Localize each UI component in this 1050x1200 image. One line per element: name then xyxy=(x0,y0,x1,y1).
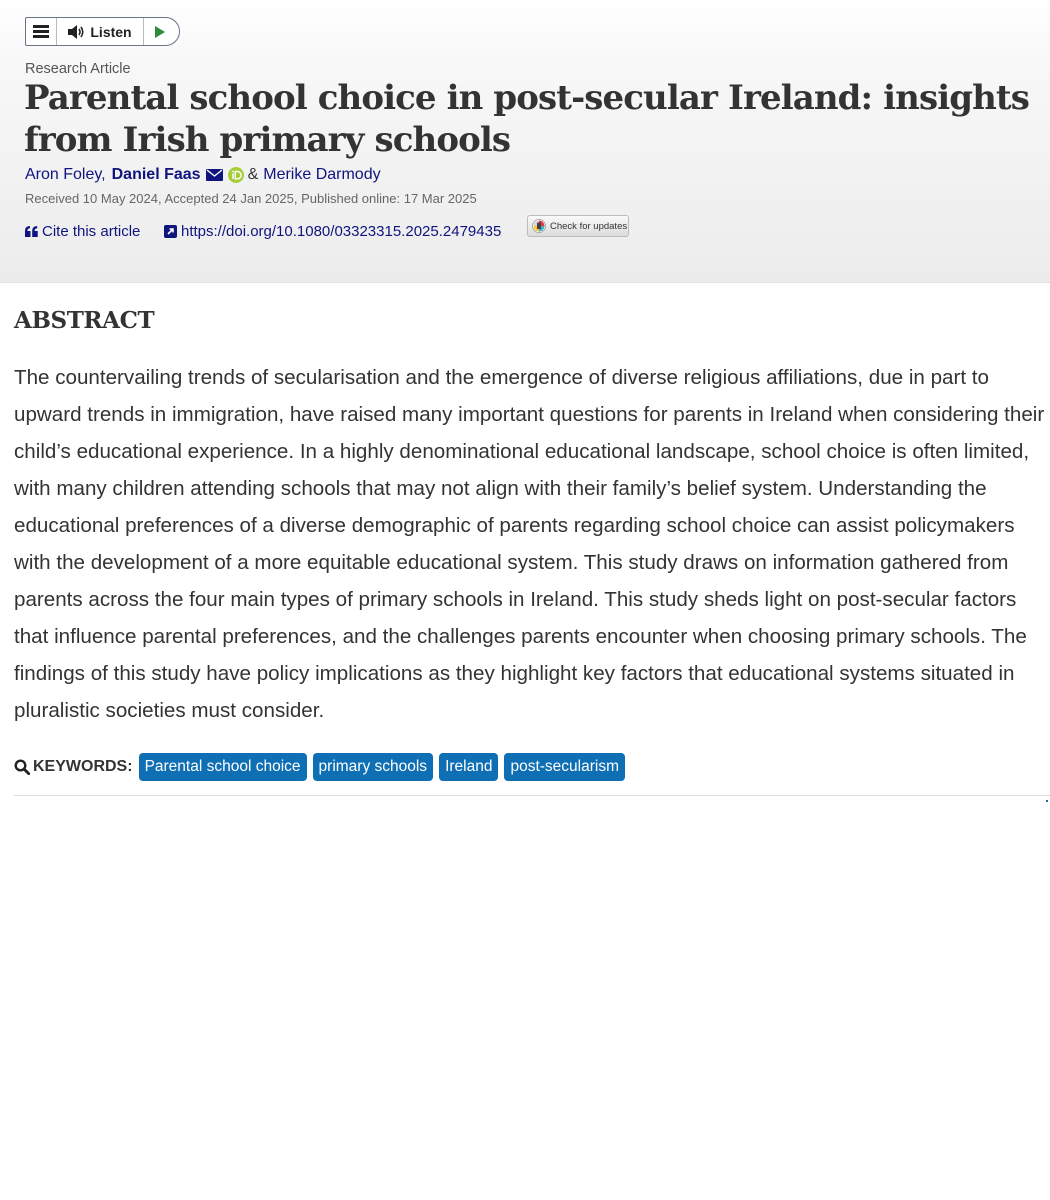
author-separator: & xyxy=(247,166,259,183)
crossmark-icon xyxy=(532,219,546,233)
readspeaker-menu-button[interactable] xyxy=(26,18,57,45)
keywords-label-wrap xyxy=(14,758,133,776)
listen-toolbar xyxy=(25,17,180,46)
author-link-corresponding[interactable]: Daniel Faas xyxy=(111,166,201,183)
play-icon xyxy=(155,26,165,38)
search-icon xyxy=(14,759,30,775)
article-type: Research Article xyxy=(25,61,131,77)
check-updates-label: Check for updates xyxy=(550,220,628,232)
keyword-chip[interactable]: Parental school choice xyxy=(139,753,307,781)
listen-label: Listen xyxy=(90,23,132,40)
external-link-icon xyxy=(164,225,177,238)
author-link[interactable]: Merike Darmody xyxy=(263,166,381,183)
check-for-updates-button[interactable] xyxy=(527,215,629,237)
abstract-text: The countervailing trends of secularisation and the emergence of diverse religious affiliations, due in part to upward trends in immigration, have raised many important questions for parents in Ireland when considering their child’s educational experience. In a highly denominational educational landscape, school choice is often limited, with many children attending schools that may not align with their family’s belief system. Understanding the educational preferences of a diverse demographic of parents regarding school choice can assist policymakers with the development of a more equitable educational system. This study draws on information gathered from parents across the four main types of primary schools in Ireland. This study sheds light on post-secular factors that influence parental preferences, and the challenges parents encounter when choosing primary schools. The findings of this study have policy implications as they highlight key factors that educational systems situated in pluralistic societies must consider. xyxy=(14,366,1045,722)
play-button[interactable] xyxy=(144,18,179,45)
hamburger-menu-icon xyxy=(33,25,49,38)
speaker-icon xyxy=(68,25,86,39)
stray-dot xyxy=(1046,800,1048,802)
article-header xyxy=(0,0,1050,283)
author-list xyxy=(25,166,381,184)
publication-dates: Received 10 May 2024, Accepted 24 Jan 2025, Published online: 17 Mar 2025 xyxy=(25,191,477,206)
orcid-icon[interactable] xyxy=(228,167,244,183)
article-title: Parental school choice in post-secular Ireland: insights from Irish primary schools xyxy=(24,78,1029,160)
keyword-chip[interactable]: primary schools xyxy=(313,753,434,781)
listen-button[interactable] xyxy=(57,18,144,45)
abstract-heading: ABSTRACT xyxy=(14,307,155,334)
keyword-chip[interactable]: post-secularism xyxy=(504,753,625,781)
keyword-chip[interactable]: Ireland xyxy=(439,753,498,781)
author-link[interactable]: Aron Foley, xyxy=(25,166,106,183)
keywords-row xyxy=(14,753,631,781)
cite-label: Cite this article xyxy=(42,223,141,240)
cite-article-link[interactable] xyxy=(25,223,140,240)
email-icon[interactable] xyxy=(206,169,223,181)
quote-icon xyxy=(25,226,38,237)
section-divider xyxy=(14,795,1050,796)
keywords-label: KEYWORDS: xyxy=(33,758,133,775)
doi-text: https://doi.org/10.1080/03323315.2025.2479435 xyxy=(181,223,502,240)
doi-link[interactable] xyxy=(164,223,501,240)
